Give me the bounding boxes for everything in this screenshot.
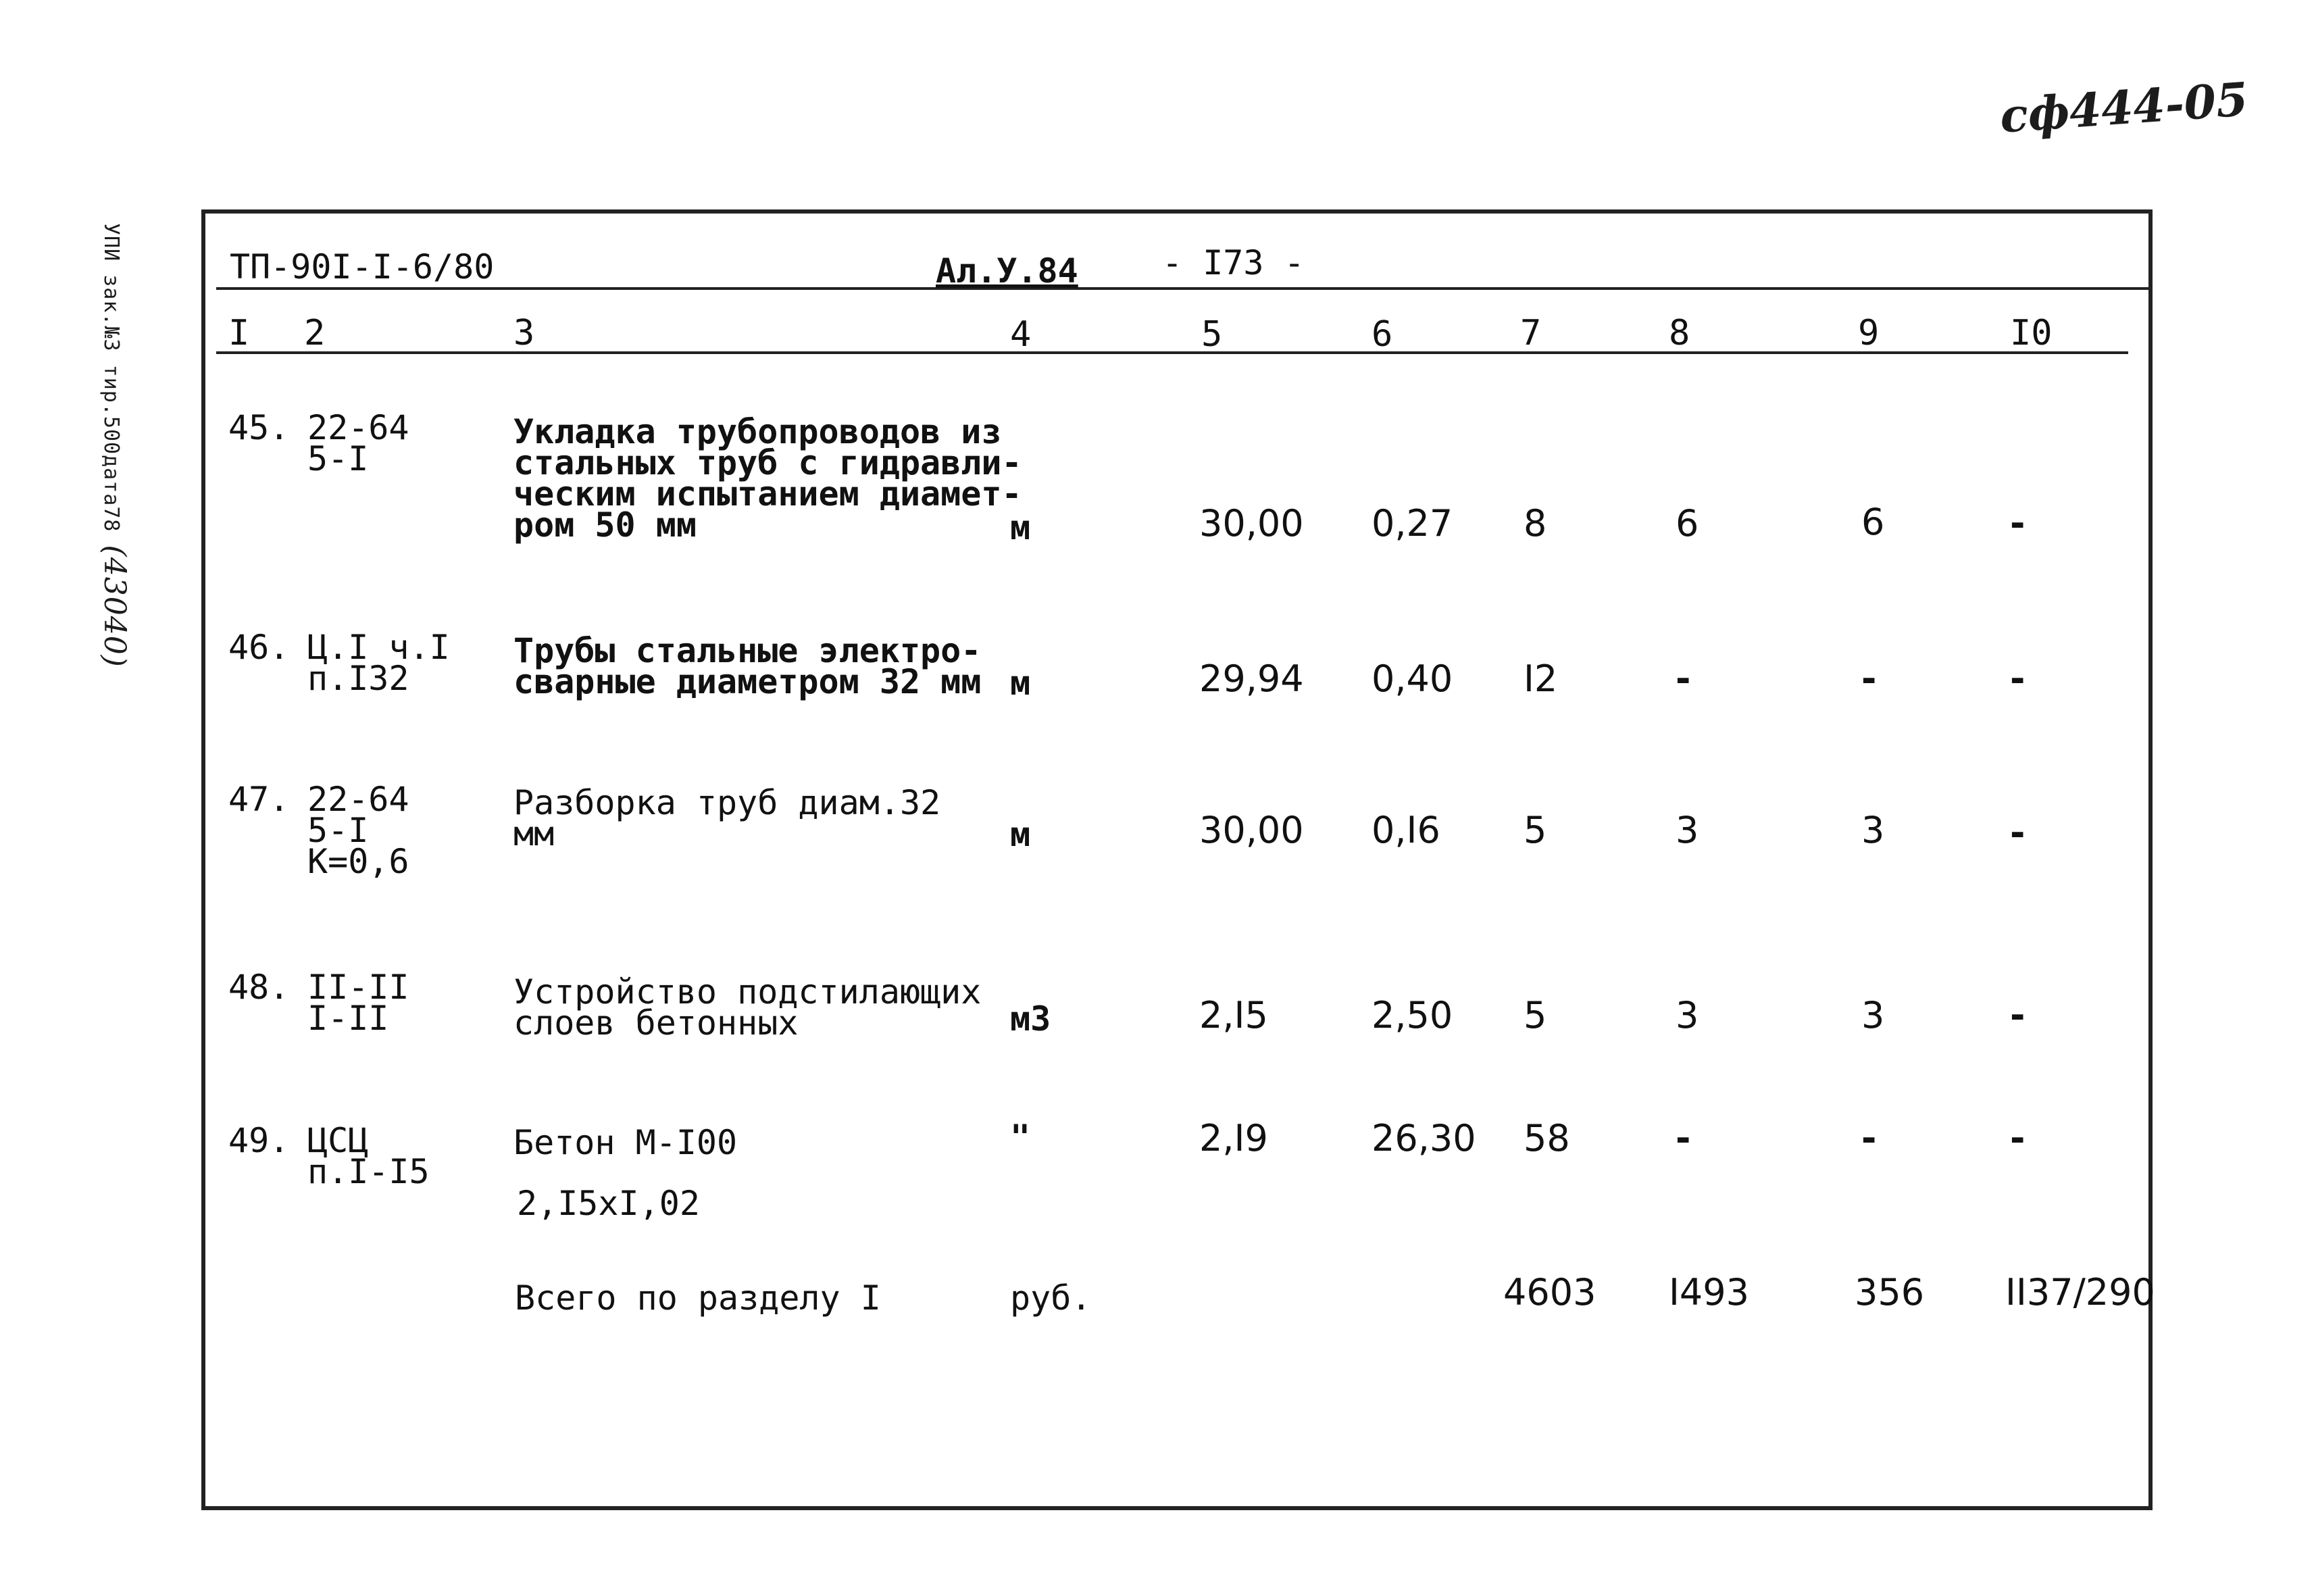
quantity-calculation-note: 2,I5хI,02	[517, 1184, 700, 1223]
norm-code-line: II-II	[307, 968, 409, 1007]
description-line: Устройство подстилающих	[513, 972, 982, 1012]
total-unit: руб.	[1010, 1278, 1092, 1318]
col9-cell: -	[1861, 657, 1877, 700]
norm-code-line: 5-I	[307, 439, 369, 478]
column-number: 3	[513, 313, 535, 353]
unit-cell: м	[1010, 664, 1031, 703]
column-number: 5	[1201, 314, 1223, 355]
col10-cell: -	[2010, 994, 2026, 1037]
unit-cell: м3	[1010, 999, 1051, 1039]
column-number-rule	[216, 351, 2128, 354]
norm-code-line: Ц.I ч.I	[307, 628, 450, 667]
col8-cell: 3	[1676, 994, 1699, 1037]
description-line: Разборка труб диам.32	[513, 783, 941, 822]
col9-cell: 3	[1861, 994, 1885, 1037]
norm-code-line: п.I-I5	[307, 1152, 430, 1191]
norm-code-line: п.I32	[307, 659, 409, 698]
col10-cell: -	[2010, 657, 2026, 700]
row-index: 45.	[228, 408, 290, 447]
col9-cell: 6	[1861, 501, 1885, 543]
description-line: Бетон М-I00	[513, 1123, 738, 1162]
archive-stamp: сф444-05	[1998, 72, 2250, 144]
norm-code	[307, 1121, 430, 1191]
unit-cell: м	[1010, 508, 1031, 547]
norm-code	[307, 628, 450, 698]
norm-code-line: 22-64	[307, 780, 409, 819]
col10-cell: -	[2010, 812, 2026, 854]
col9-cell: -	[1861, 1117, 1877, 1159]
description-line: слоев бетонных	[513, 1003, 799, 1043]
description-line: ром 50 мм	[513, 505, 697, 545]
col8-cell: 3	[1676, 809, 1699, 851]
col8-cell: -	[1676, 657, 1691, 700]
norm-code	[307, 780, 409, 881]
side-note-typed: УПИ зак.№3 тир.500дата78	[99, 223, 123, 532]
side-note	[97, 223, 132, 668]
row-index: 46.	[228, 628, 290, 667]
row-index: 49.	[228, 1121, 290, 1160]
album-number: Ал.У.84	[936, 251, 1078, 291]
description-line: стальных труб с гидравли-	[513, 443, 1022, 482]
project-code: ТП-90I-I-6/80	[230, 247, 495, 286]
description-line: Укладка трубопроводов из	[513, 412, 1002, 451]
page-number: - I73 -	[1162, 243, 1305, 282]
header-rule	[216, 287, 2153, 290]
total-col8: I493	[1669, 1271, 1749, 1314]
work-description	[513, 631, 982, 701]
norm-code	[307, 408, 409, 478]
col8-cell: 6	[1676, 502, 1699, 545]
column-number: I	[228, 313, 250, 353]
quantity-cell: 2,I5	[1199, 994, 1268, 1037]
unit-cell: м	[1010, 815, 1031, 854]
rate-cell: 0,27	[1372, 502, 1453, 545]
quantity-cell: 30,00	[1199, 502, 1304, 545]
column-number: 9	[1858, 313, 1880, 353]
rate-cell: 0,40	[1372, 657, 1453, 700]
rate-cell: 2,50	[1372, 994, 1453, 1037]
work-description	[513, 972, 982, 1043]
norm-code-line: I-II	[307, 999, 389, 1038]
column-number: 4	[1010, 314, 1032, 355]
description-line: сварные диаметром 32 мм	[513, 662, 982, 701]
column-number: 6	[1372, 314, 1393, 355]
rate-cell: 0,I6	[1372, 809, 1440, 851]
norm-code-line: ЦСЦ	[307, 1121, 369, 1160]
total-label: Всего по разделу I	[515, 1278, 881, 1318]
col7-cell: 5	[1524, 994, 1547, 1037]
rate-cell: 26,30	[1372, 1117, 1476, 1159]
norm-code-line: 5-I	[307, 811, 369, 850]
col7-cell: 58	[1524, 1117, 1570, 1159]
total-col9: 356	[1855, 1271, 1925, 1314]
description-line: Трубы стальные электро-	[513, 631, 982, 670]
col7-cell: I2	[1524, 657, 1558, 700]
row-index: 47.	[228, 780, 290, 819]
work-description	[513, 783, 941, 853]
col8-cell: -	[1676, 1117, 1691, 1159]
column-number: 7	[1520, 313, 1542, 353]
side-note-handwritten: (43040)	[97, 545, 132, 668]
col10-cell: -	[2010, 502, 2026, 545]
work-description	[513, 412, 1022, 545]
quantity-cell: 2,I9	[1199, 1117, 1268, 1159]
quantity-cell: 30,00	[1199, 809, 1304, 851]
column-number: I0	[2010, 313, 2053, 353]
quantity-cell: 29,94	[1199, 657, 1304, 700]
total-col7: 4603	[1503, 1271, 1596, 1314]
column-number: 2	[304, 313, 326, 353]
description-line: мм	[513, 814, 555, 853]
description-line: ческим испытанием диамет-	[513, 474, 1022, 514]
total-col10: II37/290	[2005, 1271, 2155, 1314]
work-description	[513, 1123, 738, 1162]
col7-cell: 5	[1524, 809, 1547, 851]
norm-code	[307, 968, 409, 1038]
col10-cell: -	[2010, 1117, 2026, 1159]
norm-code-line: К=0,6	[307, 842, 409, 881]
unit-cell: "	[1010, 1118, 1031, 1157]
page-frame	[201, 209, 2153, 1510]
row-index: 48.	[228, 968, 290, 1007]
col7-cell: 8	[1524, 502, 1547, 545]
column-number: 8	[1669, 313, 1690, 353]
norm-code-line: 22-64	[307, 408, 409, 447]
col9-cell: 3	[1861, 809, 1885, 851]
